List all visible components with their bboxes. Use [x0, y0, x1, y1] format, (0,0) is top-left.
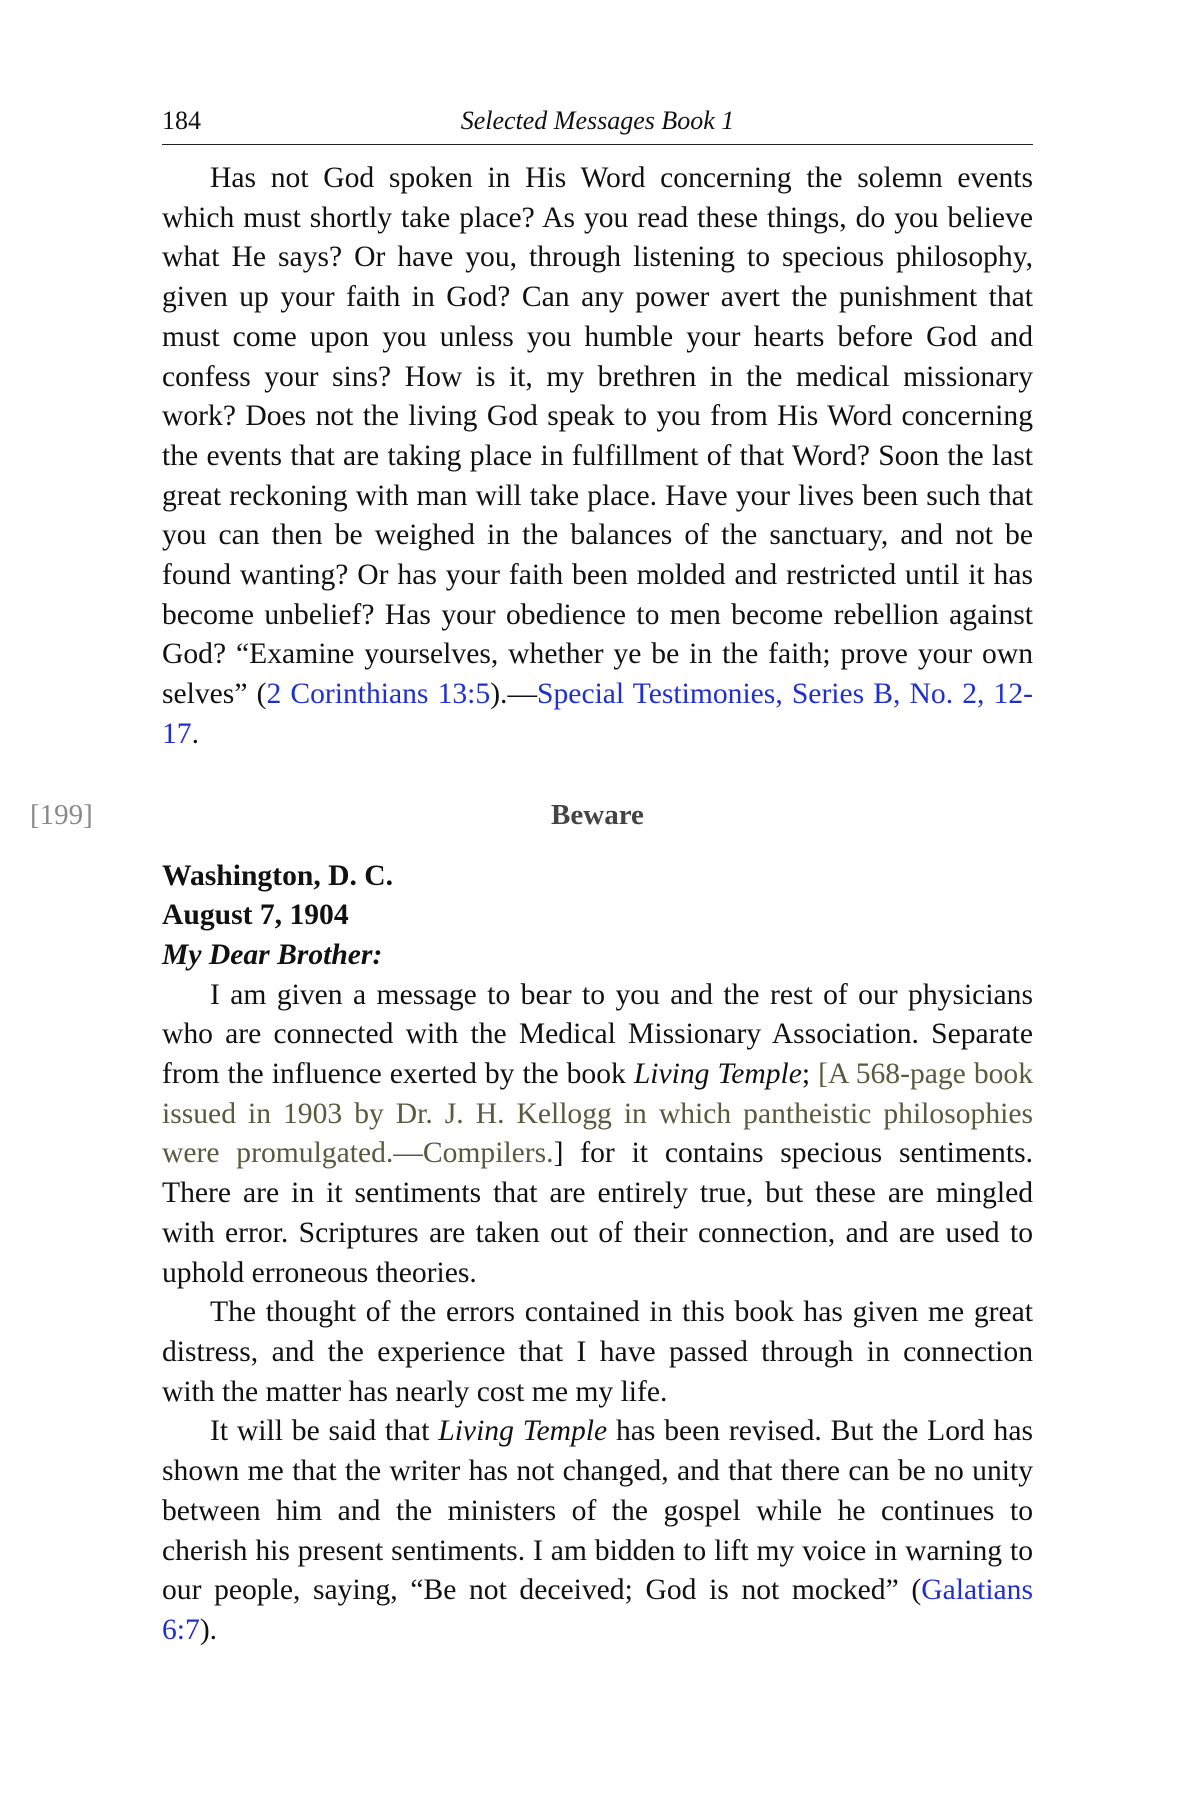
paragraph-1: [162, 159, 1033, 755]
letter-place: Washington, D. C.: [162, 859, 394, 892]
paragraph-4-text-a: It will be said that: [210, 1415, 439, 1448]
paragraph-4-text-b: has been revised. But the Lord has shown me that the writer has not changed, and that there can be no unity between him and the ministers of the gospel while he continues to cherish his present sentiments. I am bidden to lift my voice in warning to our people, saying, “Be not deceived; God is not mocked” (: [162, 1415, 1033, 1607]
bible-reference-link[interactable]: Galatians 6:7: [162, 1574, 1033, 1646]
paragraph-2-text-c: for it contains specious sentiments. There are in it sentiments that are entirely true, but these are mingled with error. Scriptures are taken out of their connection, and are used to uphold erroneous theories.: [162, 1137, 1033, 1289]
letter-date: August 7, 1904: [162, 899, 349, 932]
paragraph-2: [162, 976, 1033, 1294]
running-title: Selected Messages Book 1: [460, 106, 735, 135]
book-title: Living Temple: [633, 1058, 802, 1091]
paragraph-4: [162, 1412, 1033, 1650]
compilers-note-close: ]: [553, 1137, 564, 1170]
source-reference-link[interactable]: Special Testimonies, Series B, No. 2, 12-17: [162, 678, 1033, 750]
paragraph-2-text-b: ;: [801, 1058, 819, 1091]
letter-salutation: My Dear Brother:: [162, 938, 383, 971]
book-title: Living Temple: [438, 1415, 608, 1448]
paragraph-1-text: Has not God spoken in His Word concerning the solemn events which must shortly take place? As you read these things, do you believe what He says? Or have you, through listening to specious philosophy, given up your faith in God? Can any power avert the punishment that must come upon you unless you humble your hearts before God and confess your sins? How is it, my brethren in the medical missionary work? Does not the living God speak to you from His Word concerning the events that are taking place in fulfillment of that Word? Soon the last great reckoning with man will take place. Have your lives been such that you can then be weighed in the balances of the sanctuary, and not be found wanting? Or has your faith been molded and restricted until it has become unbelief? Has your obedience to men become rebellion against God? “Examine yourselves, whether ye be in the faith; prove your own selves” (: [162, 162, 1033, 711]
section-heading: [30, 795, 1033, 857]
page-header: [162, 100, 1033, 145]
book-page: [30, 100, 1034, 1651]
bible-reference-link[interactable]: 2 Corinthians 13:5: [266, 678, 491, 711]
paragraph-2-text-a: I am given a message to bear to you and the rest of our physicians who are connected with the Medical Missionary Association. Separate from the influence exerted by the book: [162, 978, 1033, 1091]
chapter-title: Beware: [551, 798, 644, 831]
letter-body: [162, 976, 1033, 1651]
paragraph-4-end: ).: [199, 1613, 218, 1646]
body-text: [162, 159, 1033, 755]
paragraph-1-end: .: [191, 717, 199, 750]
paragraph-1-between: ).—: [490, 678, 538, 711]
marginal-page-number: [199]: [30, 798, 93, 831]
paragraph-3: The thought of the errors contained in this book has given me great distress, and the experience that I have passed through in connection with the matter has nearly cost me my life.: [162, 1296, 1033, 1408]
compilers-note: [A 568-page book issued in 1903 by Dr. J. H. Kellogg in which pantheistic philosophies were promulgated.—Compilers.: [162, 1058, 1034, 1170]
page-number: 184: [162, 106, 201, 135]
